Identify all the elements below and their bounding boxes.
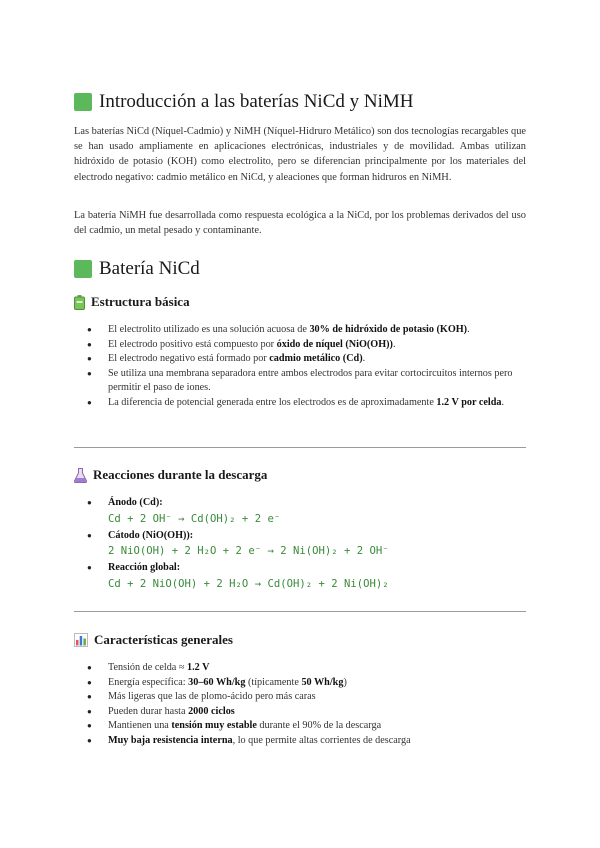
estructura-list: [74, 323, 526, 411]
item-bold-text: 50 Wh/kg: [301, 676, 344, 688]
caracteristicas-list: [74, 661, 526, 749]
item-text: Se utiliza una membrana separadora entre ambos electrodos para evitar cortocircuitos internos pero permitir el paso de iones.: [108, 367, 513, 394]
intro-paragraph-1: Las baterías NiCd (Níquel-Cadmio) y NiMH (Níquel-Hidruro Metálico) son dos tecnologías recargables que se han usado ampliamente en aplicaciones electrónicas, industriales y de movilidad. Ambas utilizan hidróxido de potasio (KOH) como electrolito, pero se diferencian principalmente por los materiales del electrodo negativo: cadmio metálico en NiCd, y aleaciones que forman hidruros en NiMH.: [74, 126, 526, 183]
list-item: [74, 719, 526, 734]
reacciones-heading: [74, 467, 267, 483]
reaction-item: [74, 529, 526, 560]
divider: [74, 611, 526, 612]
reaction-label: Cátodo (NiO(OH)):: [108, 529, 194, 541]
item-text: durante el 90% de la descarga: [256, 720, 382, 732]
reaction-label: Ánodo (Cd):: [108, 497, 163, 508]
reaction-item: [74, 561, 526, 592]
intro-heading: [74, 91, 413, 113]
reacciones-heading-text: Reacciones durante la descarga: [93, 467, 268, 482]
reaction-equation: 2 NiO(OH) + 2 H₂O + 2 e⁻ → 2 Ni(OH)₂ + 2 OH⁻: [108, 545, 389, 558]
item-text: .: [467, 324, 470, 335]
list-item: [74, 690, 526, 705]
item-text: Pueden durar hasta: [108, 705, 189, 717]
green-square-icon: [74, 260, 92, 278]
item-bold-text: 2000 ciclos: [188, 705, 235, 717]
estructura-heading-text: Estructura básica: [91, 294, 190, 309]
reaction-equation: Cd + 2 NiO(OH) + 2 H₂O → Cd(OH)₂ + 2 Ni(OH)₂: [108, 577, 389, 590]
intro-paragraph-2: La batería NiMH fue desarrollada como respuesta ecológica a la NiCd, por los problemas derivados del uso del cadmio, un metal pesado y contaminante.: [74, 210, 526, 237]
list-item: [74, 323, 526, 338]
list-item: [74, 705, 526, 720]
battery-icon: [74, 295, 85, 310]
item-bold-text: Muy baja resistencia interna: [108, 734, 233, 746]
item-text: , lo que permite altas corrientes de descarga: [232, 734, 411, 746]
green-square-icon: [74, 93, 92, 111]
nicd-heading-text: Batería NiCd: [99, 258, 200, 279]
reacciones-list: [74, 496, 526, 594]
list-item: [74, 396, 526, 411]
item-text: Más ligeras que las de plomo-ácido pero más caras: [108, 691, 316, 703]
item-bold-text: óxido de níquel (NiO(OH)): [276, 338, 393, 350]
item-bold-text: 30% de hidróxido de potasio (KOH): [309, 324, 468, 335]
divider: [74, 447, 526, 448]
intro-heading-text: Introducción a las baterías NiCd y NiMH: [99, 91, 414, 112]
item-text: Energía específica:: [108, 676, 189, 688]
item-text: .: [501, 396, 505, 408]
item-text: El electrodo positivo está compuesto por: [108, 338, 277, 350]
item-text: La diferencia de potencial generada entre los electrodos es de aproximadamente: [108, 396, 437, 408]
list-item: [74, 661, 526, 676]
item-bold-text: 30–60 Wh/kg: [188, 676, 246, 688]
list-item: [74, 676, 526, 691]
item-bold-text: 1.2 V por celda: [436, 396, 502, 408]
nicd-heading: [74, 258, 200, 280]
item-bold-text: tensión muy estable: [171, 720, 257, 732]
list-item: [74, 734, 526, 749]
reaction-item: [74, 496, 526, 527]
item-text: Tensión de celda ≈: [108, 662, 187, 673]
list-item: [74, 352, 526, 367]
caracteristicas-heading: [74, 632, 233, 648]
list-item: [74, 367, 526, 396]
item-text: ): [343, 676, 347, 688]
item-text: Mantienen una: [108, 720, 172, 732]
item-text: El electrodo negativo está formado por: [108, 353, 270, 365]
reaction-equation: Cd + 2 OH⁻ → Cd(OH)₂ + 2 e⁻: [108, 512, 281, 525]
caracteristicas-heading-text: Características generales: [94, 632, 233, 647]
item-text: .: [362, 353, 366, 365]
estructura-heading: [74, 294, 190, 310]
flask-icon: [74, 468, 87, 483]
list-item: [74, 338, 526, 353]
item-text: (típicamente: [245, 676, 302, 688]
item-text: .: [392, 338, 396, 350]
bar-chart-icon: [74, 633, 88, 647]
reaction-label: Reacción global:: [108, 562, 181, 574]
item-bold-text: cadmio metálico (Cd): [269, 353, 363, 365]
item-bold-text: 1.2 V: [187, 662, 210, 673]
item-text: El electrolito utilizado es una solución acuosa de: [108, 324, 310, 335]
